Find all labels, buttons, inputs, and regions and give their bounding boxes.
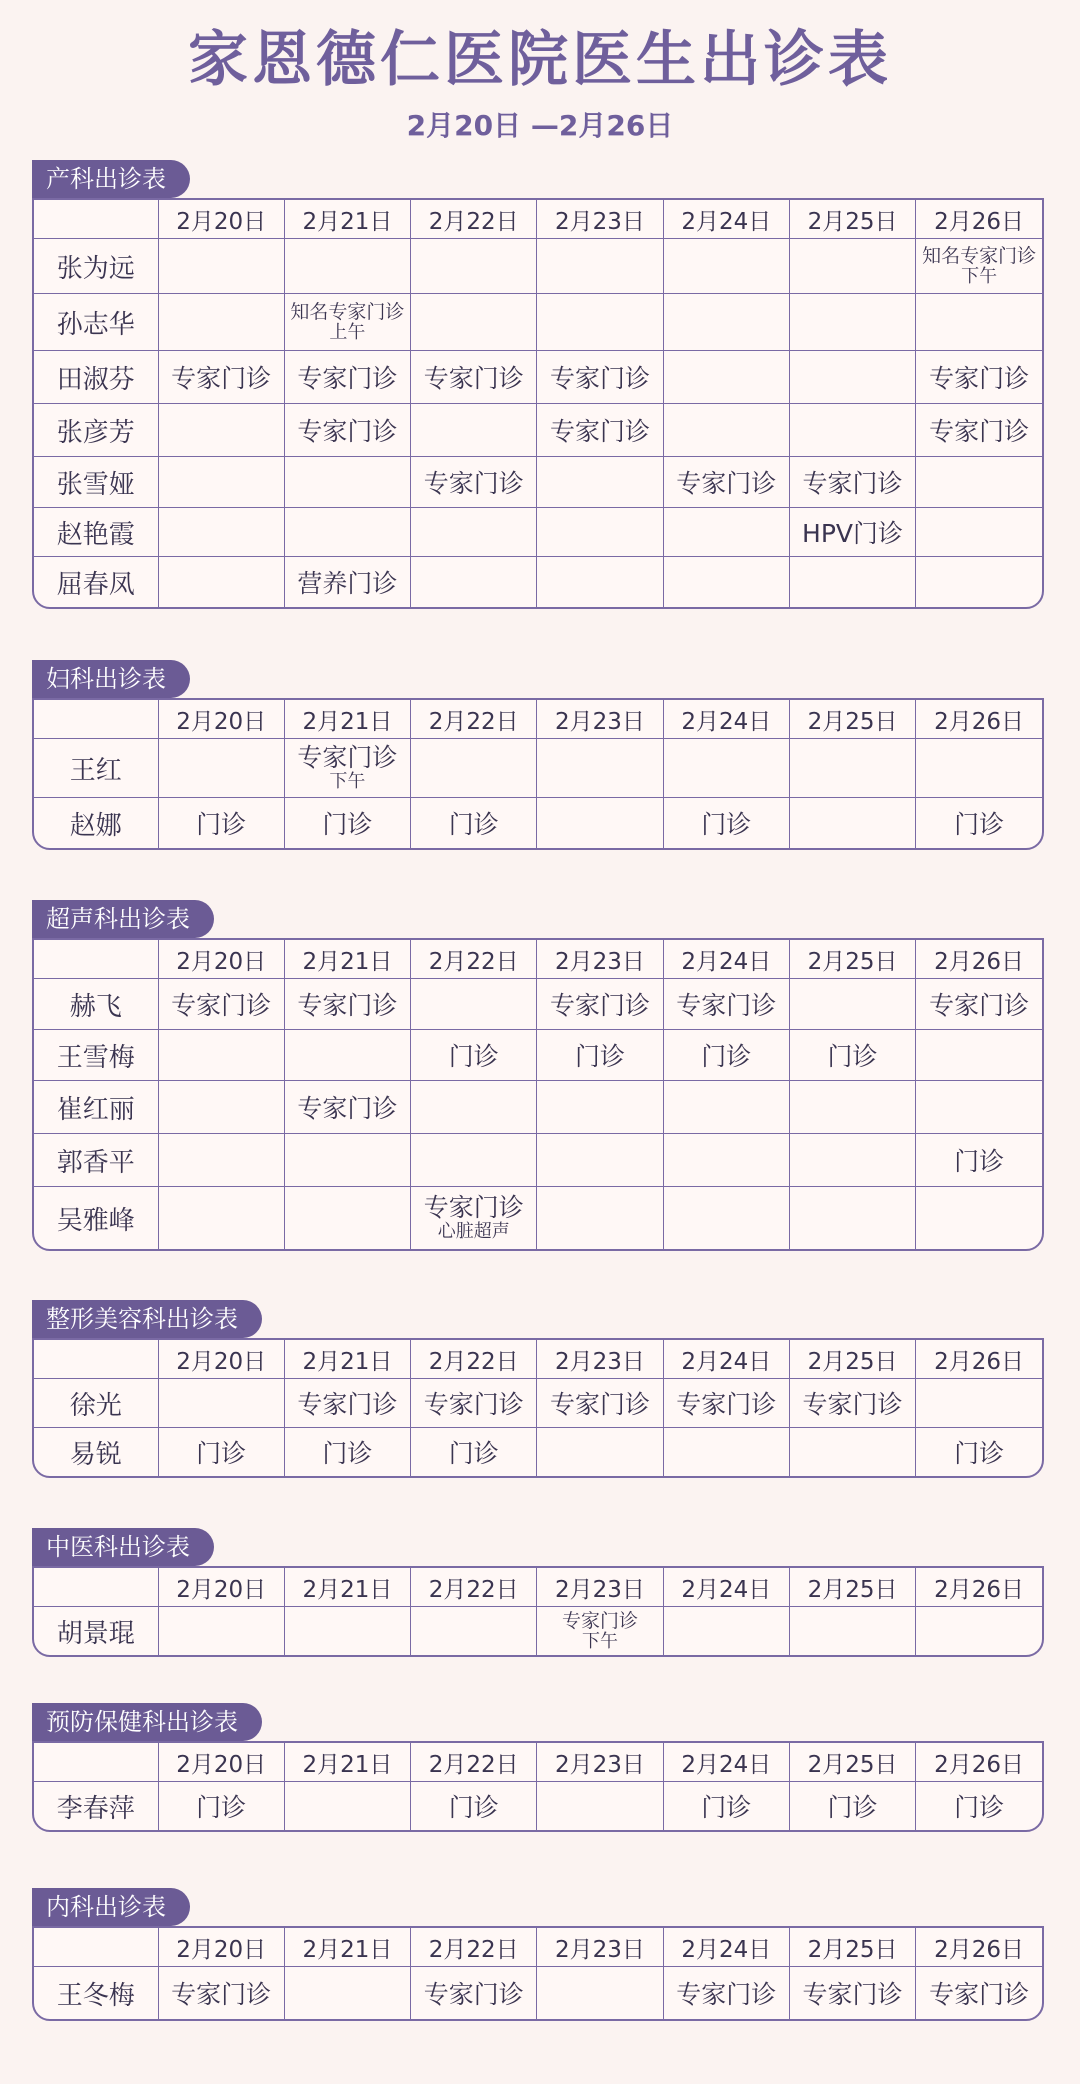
schedule-cell: 门诊 (789, 1030, 915, 1081)
schedule-cell (284, 239, 410, 294)
page-title: 家恩德仁医院医生出诊表 (188, 25, 892, 95)
schedule-cell: 门诊 (663, 798, 789, 849)
schedule-cell (284, 739, 410, 798)
doctor-name: 赵娜 (34, 798, 158, 849)
date-header: 2月22日 (411, 940, 537, 979)
date-header: 2月23日 (537, 1743, 663, 1782)
schedule-table (32, 1566, 1044, 1657)
table-row (34, 557, 1042, 608)
date-header: 2月20日 (158, 1743, 284, 1782)
schedule-cell (158, 1134, 284, 1187)
date-header: 2月25日 (789, 1743, 915, 1782)
schedule-table (32, 1338, 1044, 1478)
schedule-cell: 专家门诊 (411, 1379, 537, 1428)
schedule-cell (537, 457, 663, 508)
table-row (34, 1187, 1042, 1250)
schedule-cell (537, 798, 663, 849)
doctor-name: 张雪娅 (34, 457, 158, 508)
table-row (34, 1134, 1042, 1187)
clinic-note: 下午 (329, 770, 366, 792)
clinic-type: 专家门诊 (423, 1193, 524, 1223)
schedule-cell: 专家门诊 (537, 404, 663, 457)
date-header: 2月20日 (158, 940, 284, 979)
schedule-cell: 门诊 (663, 1030, 789, 1081)
date-header: 2月25日 (789, 700, 915, 739)
date-header: 2月22日 (411, 700, 537, 739)
schedule-cell (916, 1030, 1042, 1081)
schedule-cell (284, 1967, 410, 2020)
schedule-cell (663, 294, 789, 351)
schedule-cell: 专家门诊 (284, 1379, 410, 1428)
section-title: 整形美容科出诊表 (32, 1300, 262, 1338)
schedule-cell: 门诊 (158, 1428, 284, 1477)
date-header: 2月20日 (158, 700, 284, 739)
date-header: 2月26日 (916, 1743, 1042, 1782)
schedule-cell: 门诊 (954, 810, 1005, 839)
schedule-cell: 专家门诊 (789, 457, 915, 508)
schedule-cell: 专家门诊 (537, 1379, 663, 1428)
schedule-cell (663, 557, 789, 608)
date-header: 2月23日 (537, 200, 663, 239)
schedule-cell (789, 1081, 915, 1134)
schedule-cell (916, 239, 1042, 294)
table-row (34, 1782, 1042, 1831)
schedule-cell: 门诊 (916, 1134, 1042, 1187)
schedule-cell (537, 239, 663, 294)
schedule-cell: 专家门诊 (663, 1967, 789, 2020)
doctor-name: 王冬梅 (34, 1967, 158, 2020)
corner-cell (34, 200, 158, 239)
schedule-cell (158, 1379, 284, 1428)
schedule-cell (411, 404, 537, 457)
date-header: 2月20日 (158, 1340, 284, 1379)
schedule-cell (916, 1081, 1042, 1134)
schedule-cell (537, 1967, 663, 2020)
schedule-cell (789, 798, 915, 849)
schedule-cell (663, 239, 789, 294)
corner-cell (34, 1568, 158, 1607)
date-header: 2月23日 (537, 1568, 663, 1607)
date-header: 2月24日 (663, 1340, 789, 1379)
corner-cell (34, 1340, 158, 1379)
schedule-cell: 专家门诊 (411, 351, 537, 404)
schedule-cell (411, 1081, 537, 1134)
date-header: 2月26日 (916, 1340, 1042, 1379)
schedule-cell: 专家门诊 (789, 1967, 915, 2020)
date-header: 2月23日 (537, 940, 663, 979)
schedule-cell (663, 1607, 789, 1656)
schedule-cell (663, 1428, 789, 1477)
schedule-cell (284, 457, 410, 508)
doctor-name: 郭香平 (34, 1134, 158, 1187)
schedule-cell (284, 1607, 410, 1656)
schedule-cell: 专家门诊 (411, 457, 537, 508)
schedule-cell: 专家门诊 (663, 1379, 789, 1428)
date-header: 2月21日 (284, 200, 410, 239)
section-title: 妇科出诊表 (32, 660, 190, 698)
date-header: 2月25日 (789, 1340, 915, 1379)
schedule-cell: HPV门诊 (789, 508, 915, 557)
schedule-cell: 门诊 (954, 1793, 1005, 1822)
table-row (34, 294, 1042, 351)
schedule-cell (537, 508, 663, 557)
schedule-cell: 专家门诊 (916, 351, 1042, 404)
date-header: 2月22日 (411, 1340, 537, 1379)
schedule-cell: 专家门诊 (158, 979, 284, 1030)
schedule-cell: 专家门诊 (929, 1980, 1030, 2009)
header-row (34, 200, 1042, 239)
schedule-cell: 门诊 (954, 1439, 1005, 1468)
section-title: 预防保健科出诊表 (32, 1703, 262, 1741)
schedule-cell (158, 239, 284, 294)
schedule-cell: 专家门诊 (916, 979, 1042, 1030)
doctor-name: 王红 (34, 739, 158, 798)
doctor-name: 田淑芬 (34, 351, 158, 404)
doctor-name: 屈春凤 (34, 557, 158, 608)
schedule-cell (158, 457, 284, 508)
schedule-cell (663, 508, 789, 557)
schedule-cell: 门诊 (284, 1428, 410, 1477)
schedule-cell (789, 239, 915, 294)
schedule-cell (158, 557, 284, 608)
schedule-cell (663, 1081, 789, 1134)
table-row (34, 1081, 1042, 1134)
schedule-cell: 专家门诊 (284, 404, 410, 457)
schedule-cell (789, 1428, 915, 1477)
date-header: 2月21日 (284, 1340, 410, 1379)
schedule-cell (916, 1607, 1042, 1656)
header-row (34, 1928, 1042, 1967)
schedule-cell: 专家门诊 (663, 979, 789, 1030)
schedule-cell (789, 739, 915, 798)
schedule-cell: 专家门诊 (789, 1379, 915, 1428)
date-header: 2月22日 (411, 1568, 537, 1607)
schedule-cell (916, 739, 1042, 798)
table-row (34, 739, 1042, 798)
section-title: 超声科出诊表 (32, 900, 214, 938)
date-header: 2月25日 (789, 1928, 915, 1967)
schedule-cell (158, 1607, 284, 1656)
schedule-cell (158, 404, 284, 457)
schedule-cell (789, 557, 915, 608)
doctor-name: 吴雅峰 (34, 1187, 158, 1250)
header-row (34, 940, 1042, 979)
schedule-cell (537, 1081, 663, 1134)
header-row (34, 700, 1042, 739)
date-header: 2月26日 (916, 200, 1042, 239)
doctor-name: 崔红丽 (34, 1081, 158, 1134)
date-header: 2月22日 (411, 1743, 537, 1782)
clinic-type: 专家门诊 (561, 1609, 638, 1632)
schedule-cell: 专家门诊 (663, 457, 789, 508)
schedule-cell: 专家门诊 (158, 1967, 284, 2020)
schedule-cell (158, 294, 284, 351)
date-header: 2月24日 (663, 1928, 789, 1967)
schedule-cell (284, 294, 410, 351)
schedule-cell (663, 404, 789, 457)
schedule-cell: 门诊 (537, 1030, 663, 1081)
schedule-cell (916, 457, 1042, 508)
header-row (34, 1340, 1042, 1379)
schedule-cell: 门诊 (158, 798, 284, 849)
date-header: 2月21日 (284, 1568, 410, 1607)
doctor-name: 胡景琨 (34, 1607, 158, 1656)
schedule-cell (411, 294, 537, 351)
doctor-name: 孙志华 (34, 294, 158, 351)
schedule-cell (916, 508, 1042, 557)
corner-cell (34, 940, 158, 979)
header-row (34, 1568, 1042, 1607)
schedule-cell: 专家门诊 (284, 979, 410, 1030)
schedule-cell (411, 1134, 537, 1187)
date-header: 2月24日 (663, 200, 789, 239)
date-header: 2月24日 (663, 1743, 789, 1782)
corner-cell (34, 700, 158, 739)
schedule-cell: 专家门诊 (537, 351, 663, 404)
schedule-cell (158, 1187, 284, 1250)
date-header: 2月26日 (916, 940, 1042, 979)
schedule-table (32, 1926, 1044, 2021)
schedule-cell: 门诊 (411, 1428, 537, 1477)
schedule-cell: 门诊 (158, 1782, 284, 1831)
schedule-cell (537, 1782, 663, 1831)
schedule-cell (789, 979, 915, 1030)
schedule-cell (916, 294, 1042, 351)
table-row (34, 1379, 1042, 1428)
table-row (34, 457, 1042, 508)
schedule-cell (789, 1134, 915, 1187)
clinic-note: 上午 (329, 321, 366, 343)
clinic-note: 下午 (581, 1630, 618, 1652)
schedule-cell (537, 557, 663, 608)
table-row (34, 351, 1042, 404)
date-header: 2月26日 (916, 1928, 1042, 1967)
date-header: 2月24日 (663, 700, 789, 739)
schedule-cell (916, 1187, 1042, 1250)
table-row (34, 508, 1042, 557)
schedule-cell (916, 1379, 1042, 1428)
date-header: 2月20日 (158, 1928, 284, 1967)
section-title: 中医科出诊表 (32, 1528, 214, 1566)
schedule-cell (411, 1607, 537, 1656)
date-header: 2月22日 (411, 200, 537, 239)
table-row (34, 239, 1042, 294)
schedule-cell (537, 1187, 663, 1250)
schedule-cell (663, 1134, 789, 1187)
schedule-cell: 门诊 (284, 798, 410, 849)
schedule-cell (537, 294, 663, 351)
date-header: 2月20日 (158, 1568, 284, 1607)
schedule-cell: 门诊 (411, 1782, 537, 1831)
schedule-cell: 专家门诊 (284, 1081, 410, 1134)
date-header: 2月26日 (916, 700, 1042, 739)
schedule-cell (284, 508, 410, 557)
schedule-table (32, 698, 1044, 850)
schedule-cell (789, 1607, 915, 1656)
table-row (34, 979, 1042, 1030)
date-header: 2月24日 (663, 1568, 789, 1607)
doctor-name: 李春萍 (34, 1782, 158, 1831)
schedule-cell (284, 1134, 410, 1187)
clinic-note: 心脏超声 (437, 1220, 510, 1242)
schedule-cell (663, 1187, 789, 1250)
schedule-cell (158, 739, 284, 798)
clinic-type: 知名专家门诊 (922, 244, 1037, 267)
date-header: 2月25日 (789, 940, 915, 979)
table-row (34, 798, 1042, 849)
date-header: 2月21日 (284, 700, 410, 739)
schedule-cell: 门诊 (663, 1782, 789, 1831)
table-row (34, 1030, 1042, 1081)
doctor-name: 张彦芳 (34, 404, 158, 457)
clinic-type: 知名专家门诊 (290, 300, 405, 323)
clinic-note: 下午 (961, 265, 998, 287)
table-row (34, 1607, 1042, 1656)
doctor-name: 易锐 (34, 1428, 158, 1477)
schedule-cell (663, 351, 789, 404)
schedule-cell (411, 739, 537, 798)
schedule-cell: 营养门诊 (284, 557, 410, 608)
schedule-cell: 门诊 (411, 798, 537, 849)
table-row (34, 404, 1042, 457)
date-header: 2月23日 (537, 1928, 663, 1967)
date-header: 2月25日 (789, 1568, 915, 1607)
schedule-cell (284, 1187, 410, 1250)
section-title: 内科出诊表 (32, 1888, 190, 1926)
schedule-cell: 专家门诊 (916, 404, 1042, 457)
schedule-cell (537, 739, 663, 798)
schedule-cell (663, 739, 789, 798)
schedule-cell: 专家门诊 (537, 979, 663, 1030)
doctor-name: 张为远 (34, 239, 158, 294)
schedule-cell (284, 1782, 410, 1831)
header-row (34, 1743, 1042, 1782)
doctor-name: 王雪梅 (34, 1030, 158, 1081)
schedule-cell (411, 239, 537, 294)
doctor-name: 徐光 (34, 1379, 158, 1428)
date-header: 2月26日 (916, 1568, 1042, 1607)
date-header: 2月23日 (537, 1340, 663, 1379)
schedule-cell (537, 1428, 663, 1477)
schedule-cell (411, 508, 537, 557)
schedule-cell (158, 1081, 284, 1134)
date-header: 2月23日 (537, 700, 663, 739)
date-header: 2月21日 (284, 940, 410, 979)
table-row (34, 1967, 1042, 2020)
date-header: 2月24日 (663, 940, 789, 979)
schedule-cell (789, 351, 915, 404)
schedule-cell (411, 557, 537, 608)
doctor-name: 赫飞 (34, 979, 158, 1030)
schedule-cell: 专家门诊 (284, 351, 410, 404)
schedule-cell (284, 1030, 410, 1081)
date-header: 2月21日 (284, 1743, 410, 1782)
schedule-table (32, 198, 1044, 609)
schedule-table (32, 938, 1044, 1251)
schedule-cell (916, 557, 1042, 608)
schedule-cell: 专家门诊 (411, 1967, 537, 2020)
section-title: 产科出诊表 (32, 160, 190, 198)
date-range: 2月20日 —2月26日 (406, 109, 674, 142)
corner-cell (34, 1743, 158, 1782)
date-header: 2月21日 (284, 1928, 410, 1967)
schedule-cell: 门诊 (411, 1030, 537, 1081)
date-header: 2月20日 (158, 200, 284, 239)
corner-cell (34, 1928, 158, 1967)
schedule-table (32, 1741, 1044, 1832)
schedule-cell (411, 1187, 537, 1250)
schedule-cell: 门诊 (789, 1782, 915, 1831)
date-header: 2月25日 (789, 200, 915, 239)
schedule-cell: 专家门诊 (158, 351, 284, 404)
schedule-cell (411, 979, 537, 1030)
doctor-name: 赵艳霞 (34, 508, 158, 557)
table-row (34, 1428, 1042, 1477)
schedule-cell (537, 1134, 663, 1187)
clinic-type: 专家门诊 (297, 743, 398, 773)
schedule-cell (158, 508, 284, 557)
schedule-cell (537, 1607, 663, 1656)
schedule-cell (789, 294, 915, 351)
schedule-cell (158, 1030, 284, 1081)
date-header: 2月22日 (411, 1928, 537, 1967)
schedule-cell (789, 404, 915, 457)
schedule-cell (789, 1187, 915, 1250)
